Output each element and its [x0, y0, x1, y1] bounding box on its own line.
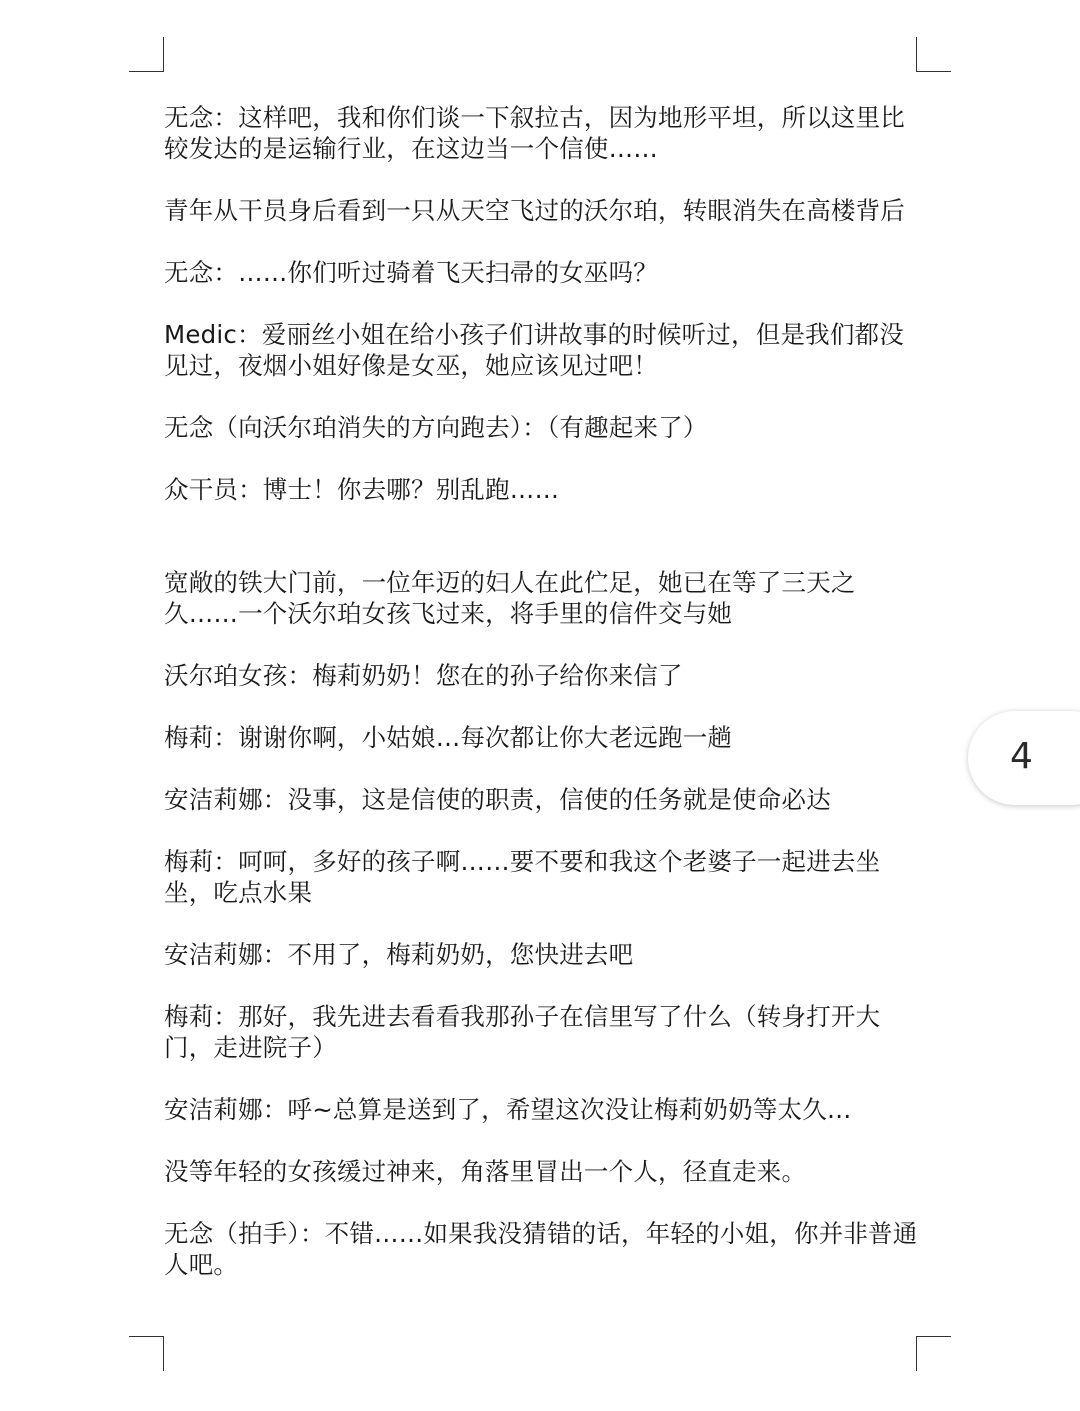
paragraph: 梅莉：那好，我先进去看看我那孙子在信里写了什么（转身打开大门，走进院子）: [164, 1002, 881, 1062]
page-corner-bottom-left: [129, 1336, 164, 1371]
page-number-indicator[interactable]: [968, 711, 1080, 805]
paragraph: 安洁莉娜：不用了，梅莉奶奶，您快进去吧: [164, 940, 634, 969]
paragraph: 无念（向沃尔珀消失的方向跑去）：（有趣起来了）: [164, 413, 708, 442]
page-corner-top-right: [916, 37, 951, 72]
paragraph: 无念：这样吧，我和你们谈一下叙拉古，因为地形平坦，所以这里比较发达的是运输行业，在这边当一个信使……: [164, 103, 905, 163]
page-number: 4: [1010, 736, 1033, 777]
paragraph: 梅莉：呵呵，多好的孩子啊……要不要和我这个老婆子一起进去坐坐，吃点水果: [164, 847, 881, 907]
paragraph: 无念：……你们听过骑着飞天扫帚的女巫吗？: [164, 258, 658, 287]
paragraph: 沃尔珀女孩：梅莉奶奶！您在的孙子给你来信了: [164, 661, 683, 690]
page-corner-top-left: [129, 37, 164, 72]
paragraph: 宽敞的铁大门前，一位年迈的妇人在此伫足，她已在等了三天之久……一个沃尔珀女孩飞过来，将手里的信件交与她: [164, 568, 856, 628]
paragraph: 安洁莉娜：没事，这是信使的职责，信使的任务就是使命必达: [164, 785, 831, 814]
paragraph: 众干员：博士！你去哪？别乱跑……: [164, 475, 560, 504]
paragraph: 没等年轻的女孩缓过神来，角落里冒出一个人，径直走来。: [164, 1157, 807, 1186]
paragraph: Medic：爱丽丝小姐在给小孩子们讲故事的时候听过，但是我们都没见过，夜烟小姐好像是女巫，她应该见过吧！: [164, 320, 904, 380]
paragraph: 安洁莉娜：呼~总算是送到了，希望这次没让梅莉奶奶等太久…: [164, 1095, 852, 1124]
page-corner-bottom-right: [916, 1336, 951, 1371]
paragraph: 梅莉：谢谢你啊，小姑娘…每次都让你大老远跑一趟: [164, 723, 733, 752]
paragraph: 青年从干员身后看到一只从天空飞过的沃尔珀，转眼消失在高楼背后: [164, 196, 905, 225]
paragraph: 无念（拍手）：不错……如果我没猜错的话，年轻的小姐，你并非普通人吧。: [164, 1219, 918, 1279]
document-body: [164, 102, 920, 1311]
